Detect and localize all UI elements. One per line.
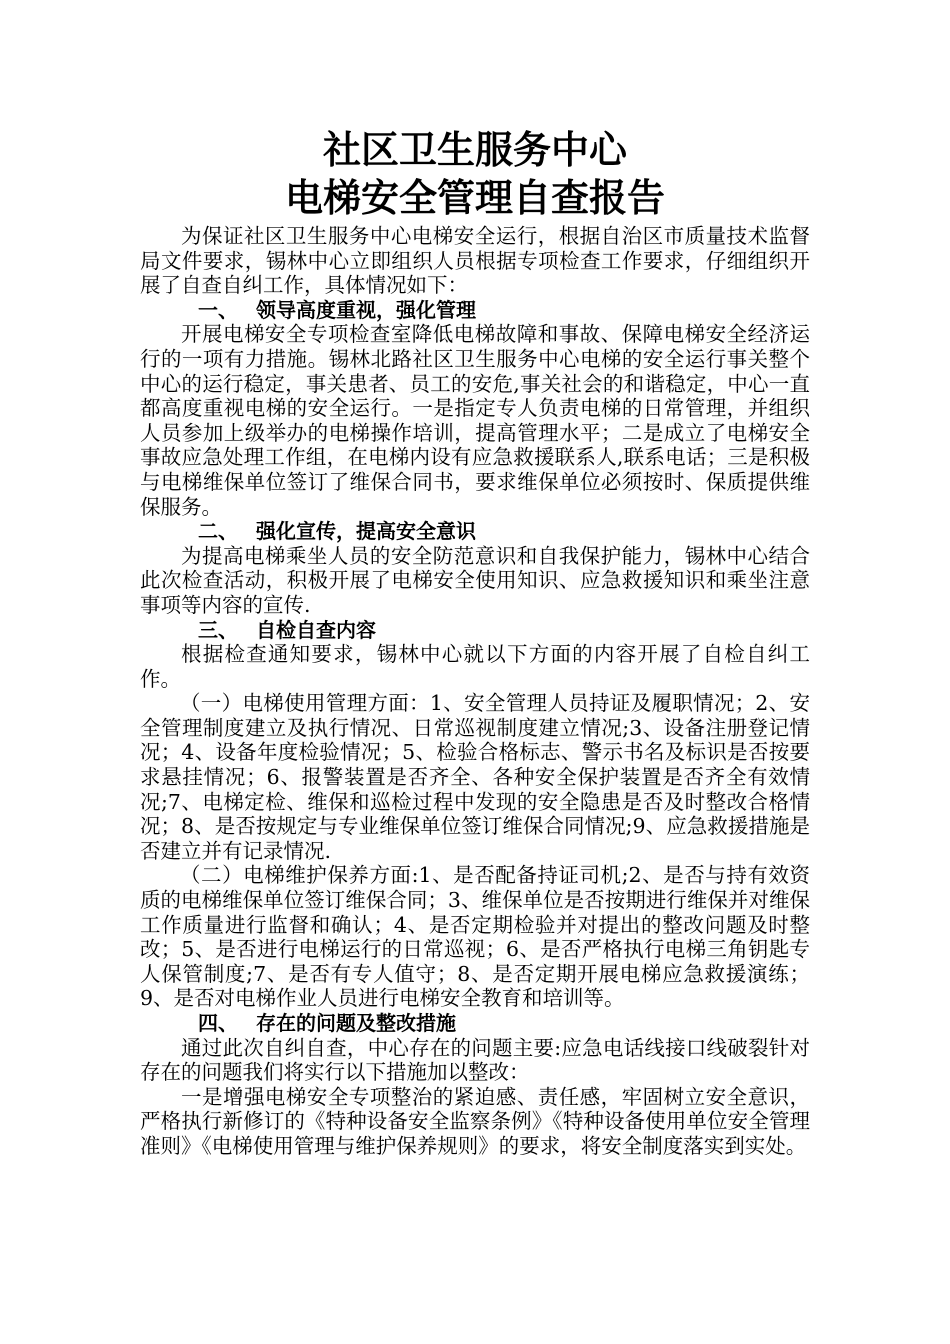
section-paragraph: 一是增强电梯安全专项整治的紧迫感、责任感，牢固树立安全意识，严格执行新修订的《特种设备安全监察条例》《特种设备使用单位安全管理准则》《电梯使用管理与维护保养规则》的要求，将安全制度落实到实处。 bbox=[140, 1084, 810, 1158]
section-heading bbox=[140, 298, 810, 323]
section-number: 四、 bbox=[198, 1011, 238, 1035]
section-heading bbox=[140, 618, 810, 643]
section-paragraph: 开展电梯安全专项检查室降低电梯故障和事故、保障电梯安全经济运行的一项有力措施。锡林北路社区卫生服务中心电梯的安全运行事关整个中心的运行稳定，事关患者、员工的安危,事关社会的和谐稳定，中心一直都高度重视电梯的安全运行。一是指定专人负责电梯的日常管理，并组织人员参加上级举办的电梯操作培训，提高管理水平；二是成立了电梯安全事故应急处理工作组，在电梯内设有应急救援联系人,联系电话；三是积极与电梯维保单位签订了维保合同书，要求维保单位必须按时、保质提供维保服务。 bbox=[140, 322, 810, 519]
section-title: 自检自查内容 bbox=[256, 617, 376, 642]
section-2 bbox=[140, 519, 810, 617]
section-number: 二、 bbox=[198, 519, 238, 544]
title-line-2: 电梯安全管理自查报告 bbox=[284, 176, 665, 220]
section-paragraph: 为提高电梯乘坐人员的安全防范意识和自我保护能力，锡林中心结合此次检查活动，积极开展了电梯安全使用知识、应急救援知识和乘坐注意事项等内容的宣传. bbox=[140, 543, 810, 617]
section-4 bbox=[140, 1011, 810, 1159]
document-page bbox=[140, 126, 810, 1159]
document-body bbox=[140, 224, 810, 1159]
intro-paragraph: 为保证社区卫生服务中心电梯安全运行，根据自治区市质量技术监督局文件要求，锡林中心立即组织人员根据专项检查工作要求，仔细组织开展了自查自纠工作，具体情况如下： bbox=[140, 224, 810, 298]
section-paragraph: 通过此次自纠自查，中心存在的问题主要:应急电话线接口线破裂针对存在的问题我们将实行以下措施加以整改： bbox=[140, 1035, 810, 1085]
section-paragraph: 根据检查通知要求，锡林中心就以下方面的内容开展了自检自纠工作。 bbox=[140, 642, 810, 691]
section-title: 存在的问题及整改措施 bbox=[256, 1011, 456, 1035]
section-number: 一、 bbox=[198, 297, 238, 322]
section-1 bbox=[140, 298, 810, 519]
section-subparagraph: （一）电梯使用管理方面：1、安全管理人员持证及履职情况；2、安全管理制度建立及执行情况、日常巡视制度建立情况;3、设备注册登记情况；4、设备年度检验情况；5、检验合格标志、警示书名及标识是否按要求悬挂情况；6、报警装置是否齐全、各种安全保护装置是否齐全有效情况;7、电梯定检、维保和巡检过程中发现的安全隐患是否及时整改合格情况；8、是否按规定与专业维保单位签订维保合同情况;9、应急救援措施是否建立并有记录情况. bbox=[140, 691, 810, 863]
section-3 bbox=[140, 618, 810, 1012]
title-line-1: 社区卫生服务中心 bbox=[322, 128, 627, 172]
section-heading bbox=[140, 1011, 810, 1036]
section-number: 三、 bbox=[198, 617, 238, 642]
section-title: 强化宣传，提高安全意识 bbox=[256, 519, 476, 544]
section-subparagraph: （二）电梯维护保养方面:1、是否配备持证司机;2、是否与持有效资质的电梯维保单位签订维保合同；3、维保单位是否按期进行维保并对维保工作质量进行监督和确认；4、是否定期检验并对提出的整改问题及时整改；5、是否进行电梯运行的日常巡视；6、是否严格执行电梯三角钥匙专人保管制度;7、是否有专人值守；8、是否定期开展电梯应急救援演练；9、是否对电梯作业人员进行电梯安全教育和培训等。 bbox=[140, 863, 810, 1011]
section-title: 领导高度重视，强化管理 bbox=[256, 297, 476, 322]
section-heading bbox=[140, 519, 810, 544]
